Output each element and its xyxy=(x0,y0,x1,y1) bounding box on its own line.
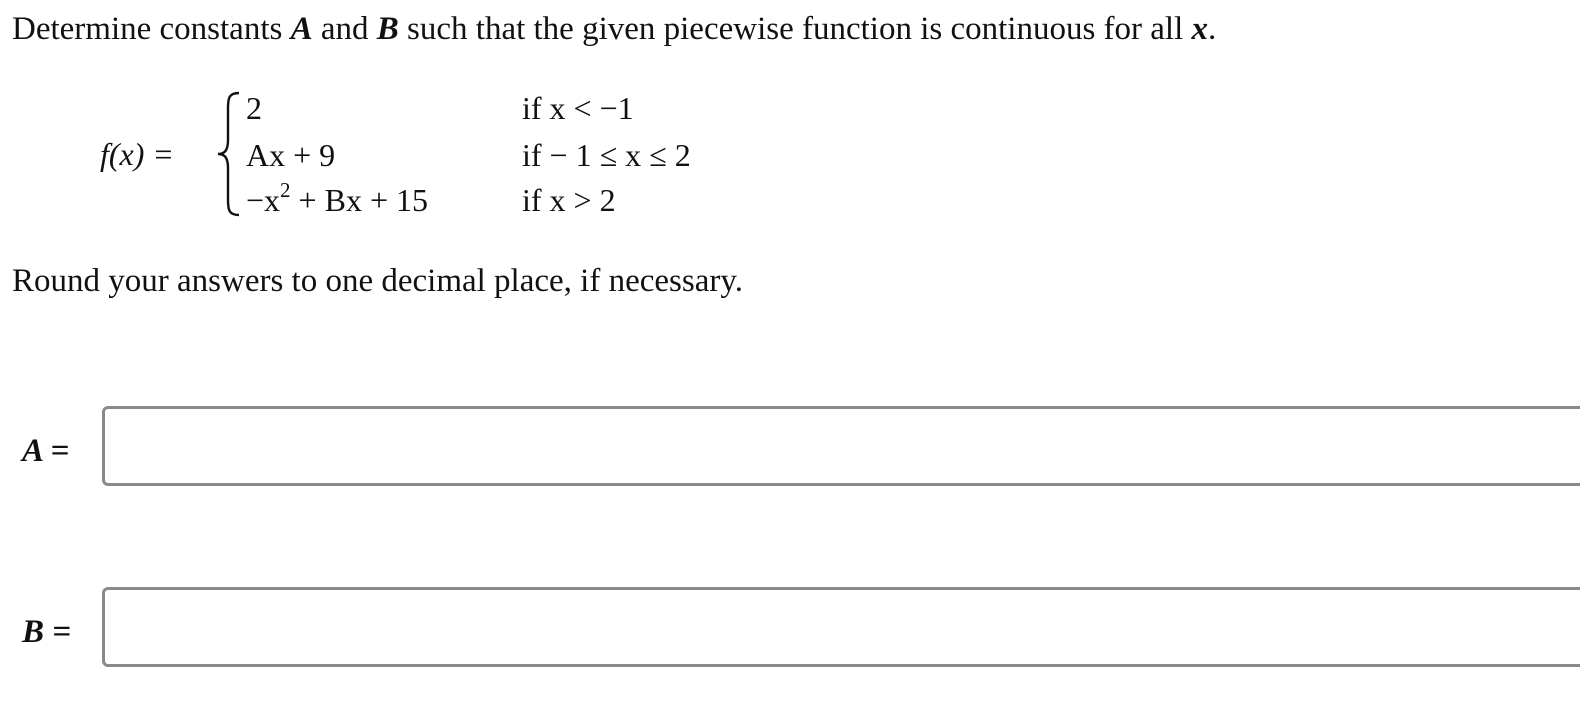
prompt-text-2: and xyxy=(312,11,377,47)
answer-a-input[interactable] xyxy=(102,406,1580,486)
answer-b-label: B = xyxy=(22,614,72,650)
prompt-text-1: Determine constants xyxy=(12,11,291,47)
piecewise-function xyxy=(100,88,800,223)
case-3-exponent: 2 xyxy=(280,178,291,203)
question-prompt xyxy=(12,8,1216,50)
case-3-expression xyxy=(246,180,428,220)
prompt-text-3: such that the given piecewise function is continuous for all xyxy=(398,11,1192,47)
answer-a-label: A = xyxy=(22,433,70,469)
case-3-expression-rest: + Bx + 15 xyxy=(290,182,428,218)
function-lhs: f(x) = xyxy=(100,136,174,172)
variable-b: B xyxy=(376,11,399,47)
case-3-expression-main: −x xyxy=(246,182,281,218)
answer-b-input[interactable] xyxy=(102,587,1580,667)
case-2-expression: Ax + 9 xyxy=(246,137,336,173)
case-3-condition: if x > 2 xyxy=(522,182,616,218)
variable-a: A xyxy=(290,11,313,47)
rounding-instruction: Round your answers to one decimal place, if necessary. xyxy=(12,263,743,299)
left-brace-icon xyxy=(215,90,243,218)
variable-x: x xyxy=(1191,11,1209,47)
case-1-condition: if x < −1 xyxy=(522,90,634,126)
prompt-text-4: . xyxy=(1208,11,1217,47)
case-2-condition: if − 1 ≤ x ≤ 2 xyxy=(522,137,691,173)
case-1-expression: 2 xyxy=(246,90,262,126)
